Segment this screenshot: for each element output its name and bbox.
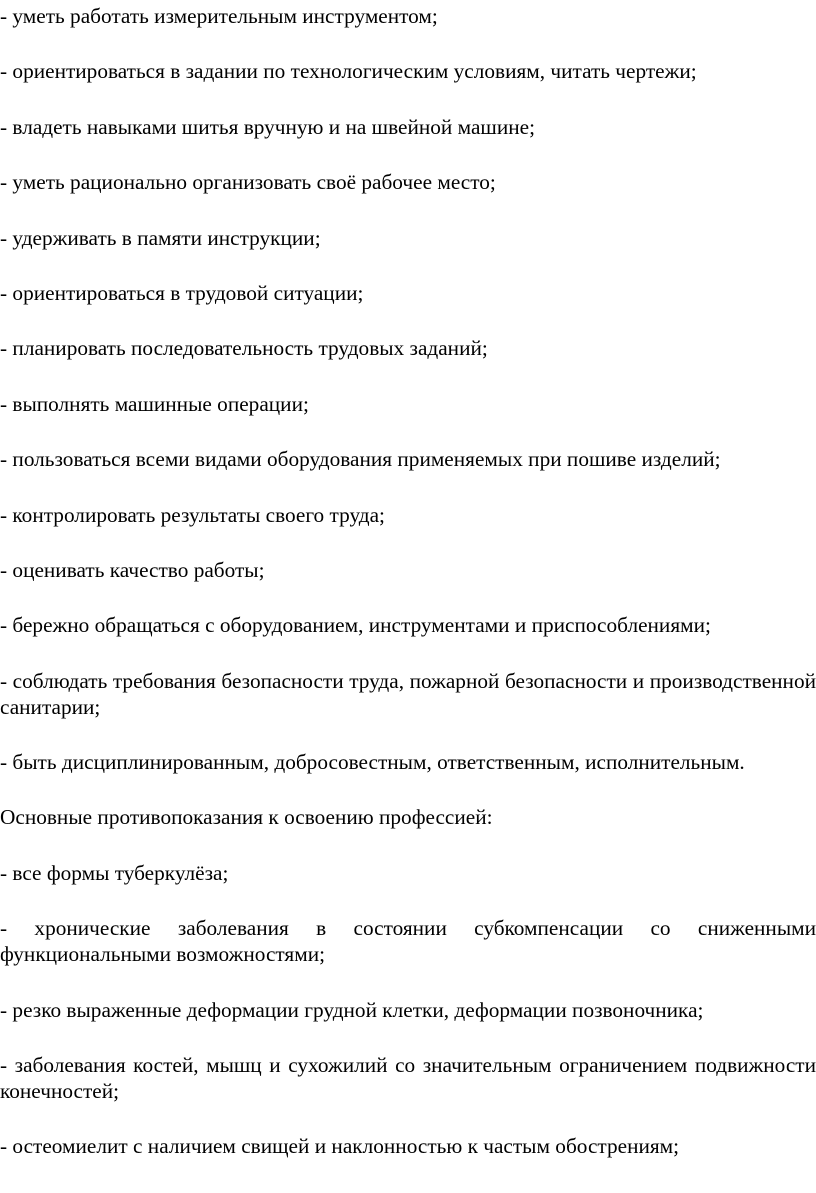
list-item: - все формы туберкулёза; [0,860,229,885]
list-item: - бережно обращаться с оборудованием, инструментами и приспособлениями; [0,613,711,638]
list-item: - контролировать результаты своего труда; [0,502,385,527]
list-item: - выполнять машинные операции; [0,391,309,416]
list-item: - уметь рационально организовать своё рабочее место; [0,170,496,195]
list-item: - заболевания костей, мышц и сухожилий со значительным ограничением подвижности конечностей; [0,1053,816,1104]
list-item: - быть дисциплинированным, добросовестным, ответственным, исполнительным. [0,750,745,775]
section-heading: Основные противопоказания к освоению профессией: [0,805,493,830]
list-item: - удерживать в памяти инструкции; [0,225,321,250]
list-item: - остеомиелит с наличием свищей и наклонностью к частым обострениям; [0,1134,680,1159]
list-item: - уметь работать измерительным инструментом; [0,4,438,28]
list-item: - пользоваться всеми видами оборудования применяемых при пошиве изделий; [0,447,721,472]
list-item: - планировать последовательность трудовых заданий; [0,336,488,361]
list-item: - оценивать качество работы; [0,557,265,582]
list-item: - ориентироваться в задании по технологическим условиям, читать чертежи; [0,59,697,84]
list-item: - резко выраженные деформации грудной клетки, деформации позвоночника; [0,997,704,1022]
list-item: - хронические заболевания в состоянии субкомпенсации со сниженными функциональными возможностями; [0,916,816,967]
list-item: - владеть навыками шитья вручную и на швейной машине; [0,114,535,139]
list-item: - ориентироваться в трудовой ситуации; [0,280,364,305]
list-item: - соблюдать требования безопасности труда, пожарной безопасности и производственной санитарии; [0,668,816,719]
